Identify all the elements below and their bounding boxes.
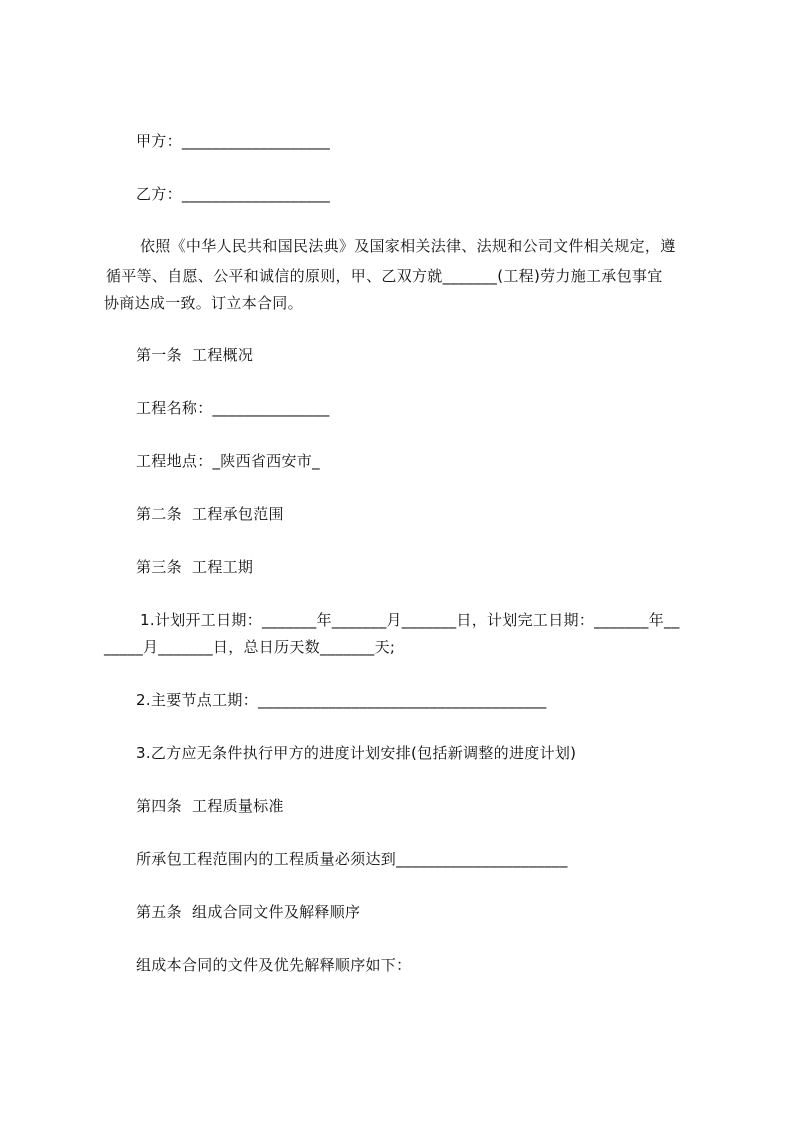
- schedule-line-1b: _____月_______日，总日历天数_______天;: [104, 638, 396, 656]
- party-a-line: 甲方：___________________: [136, 132, 331, 150]
- article-5-title: 第五条 组成合同文件及解释顺序: [136, 903, 361, 921]
- schedule-line-3: 3.乙方应无条件执行甲方的进度计划安排(包括新调整的进度计划): [136, 744, 577, 762]
- project-name-line: 工程名称：_______________: [136, 399, 330, 417]
- quality-line: 所承包工程范围内的工程质量必须达到______________________: [136, 850, 568, 868]
- project-location-line: 工程地点：_陕西省西安市_: [136, 452, 320, 470]
- schedule-line-2: 2.主要节点工期：_____________________________________: [136, 691, 547, 709]
- article-1-title: 第一条 工程概况: [136, 346, 254, 364]
- documents-intro-line: 组成本合同的文件及优先解释顺序如下：: [136, 956, 412, 974]
- article-4-title: 第四条 工程质量标准: [136, 797, 284, 815]
- schedule-line-1: 1.计划开工日期：_______年_______月_______日，计划完工日期：_______年__: [140, 611, 680, 629]
- preamble-line-3: 协商达成一致。订立本合同。: [104, 294, 303, 312]
- party-b-line: 乙方：___________________: [136, 185, 331, 203]
- preamble-line-1: 依照《中华人民共和国民法典》及国家相关法律、法规和公司文件相关规定，遵: [140, 237, 676, 255]
- preamble-line-2: 循平等、自愿、公平和诚信的原则，甲、乙双方就_______(工程)劳力施工承包事宜: [106, 267, 663, 285]
- article-3-title: 第三条 工程工期: [136, 558, 254, 576]
- article-2-title: 第二条 工程承包范围: [136, 505, 284, 523]
